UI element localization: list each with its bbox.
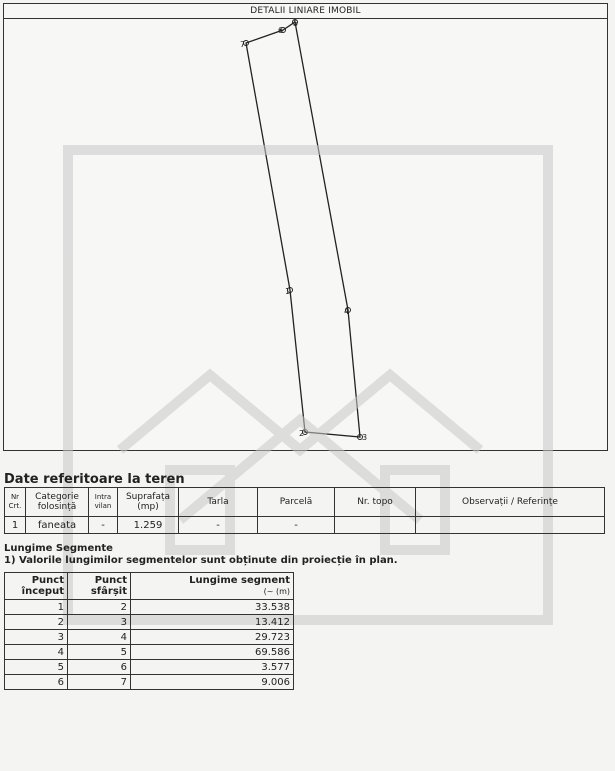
cell-notes: [416, 517, 605, 534]
cell-start: 4: [5, 645, 68, 660]
cell-length: 9.006: [131, 675, 294, 690]
cell-length: 13.412: [131, 615, 294, 630]
plan-title: DETALII LINIARE IMOBIL: [4, 4, 607, 19]
vertex-label-4: 4: [344, 307, 350, 316]
table-row: [5, 630, 294, 645]
cell-start: 2: [5, 615, 68, 630]
table-row: [5, 600, 294, 615]
col-topo: Nr. topo: [335, 488, 416, 517]
cell-start: 5: [5, 660, 68, 675]
cell-length: 3.577: [131, 660, 294, 675]
segments-title: Lungime Segmente: [4, 543, 113, 554]
segments-table: [4, 572, 294, 690]
vertex-label-2: 2: [299, 429, 305, 438]
cell-start: 3: [5, 630, 68, 645]
cell-topo: [335, 517, 416, 534]
cell-tarla: -: [179, 517, 258, 534]
cell-intravilan: -: [89, 517, 118, 534]
col-end: Punct sfârșit: [68, 573, 131, 600]
cell-parcela: -: [258, 517, 335, 534]
cell-start: 1: [5, 600, 68, 615]
cell-category: faneata: [26, 517, 89, 534]
table-row: [5, 645, 294, 660]
col-length-unit: (~ (m): [263, 587, 290, 596]
land-section-title: Date referitoare la teren: [4, 472, 185, 487]
land-header-row: [5, 488, 605, 517]
col-notes: Observații / Referințe: [416, 488, 605, 517]
col-length: [131, 573, 294, 600]
cell-area: 1.259: [118, 517, 179, 534]
cell-end: 7: [68, 675, 131, 690]
col-intravilan: Intra vilan: [89, 488, 118, 517]
vertex-markers: [244, 20, 363, 440]
table-row: [5, 660, 294, 675]
col-category: Categorie folosință: [26, 488, 89, 517]
col-length-label: Lungime segment: [189, 575, 290, 586]
vertex-label-5: 5: [293, 19, 299, 28]
cell-length: 69.586: [131, 645, 294, 660]
table-row: [5, 517, 605, 534]
table-row: [5, 675, 294, 690]
vertex-label-7: 7: [240, 40, 246, 49]
table-row: [5, 615, 294, 630]
cell-end: 3: [68, 615, 131, 630]
cell-nr: 1: [5, 517, 26, 534]
cell-end: 5: [68, 645, 131, 660]
cell-length: 29.723: [131, 630, 294, 645]
vertex-label-6: 6: [278, 26, 284, 35]
cell-length: 33.538: [131, 600, 294, 615]
parcel-outline: [246, 22, 360, 437]
col-parcela: Parcelă: [258, 488, 335, 517]
cell-end: 2: [68, 600, 131, 615]
col-start: Punct început: [5, 573, 68, 600]
col-nr: Nr Crt.: [5, 488, 26, 517]
vertex-label-3: 3: [362, 433, 368, 442]
segments-header-row: [5, 573, 294, 600]
col-tarla: Tarla: [179, 488, 258, 517]
cell-start: 6: [5, 675, 68, 690]
land-table: [4, 487, 605, 534]
segments-note: 1) Valorile lungimilor segmentelor sunt obținute din proiecție în plan.: [4, 555, 398, 566]
vertex-label-1: 1: [285, 287, 291, 296]
cell-end: 4: [68, 630, 131, 645]
col-area: Suprafața (mp): [118, 488, 179, 517]
cell-end: 6: [68, 660, 131, 675]
